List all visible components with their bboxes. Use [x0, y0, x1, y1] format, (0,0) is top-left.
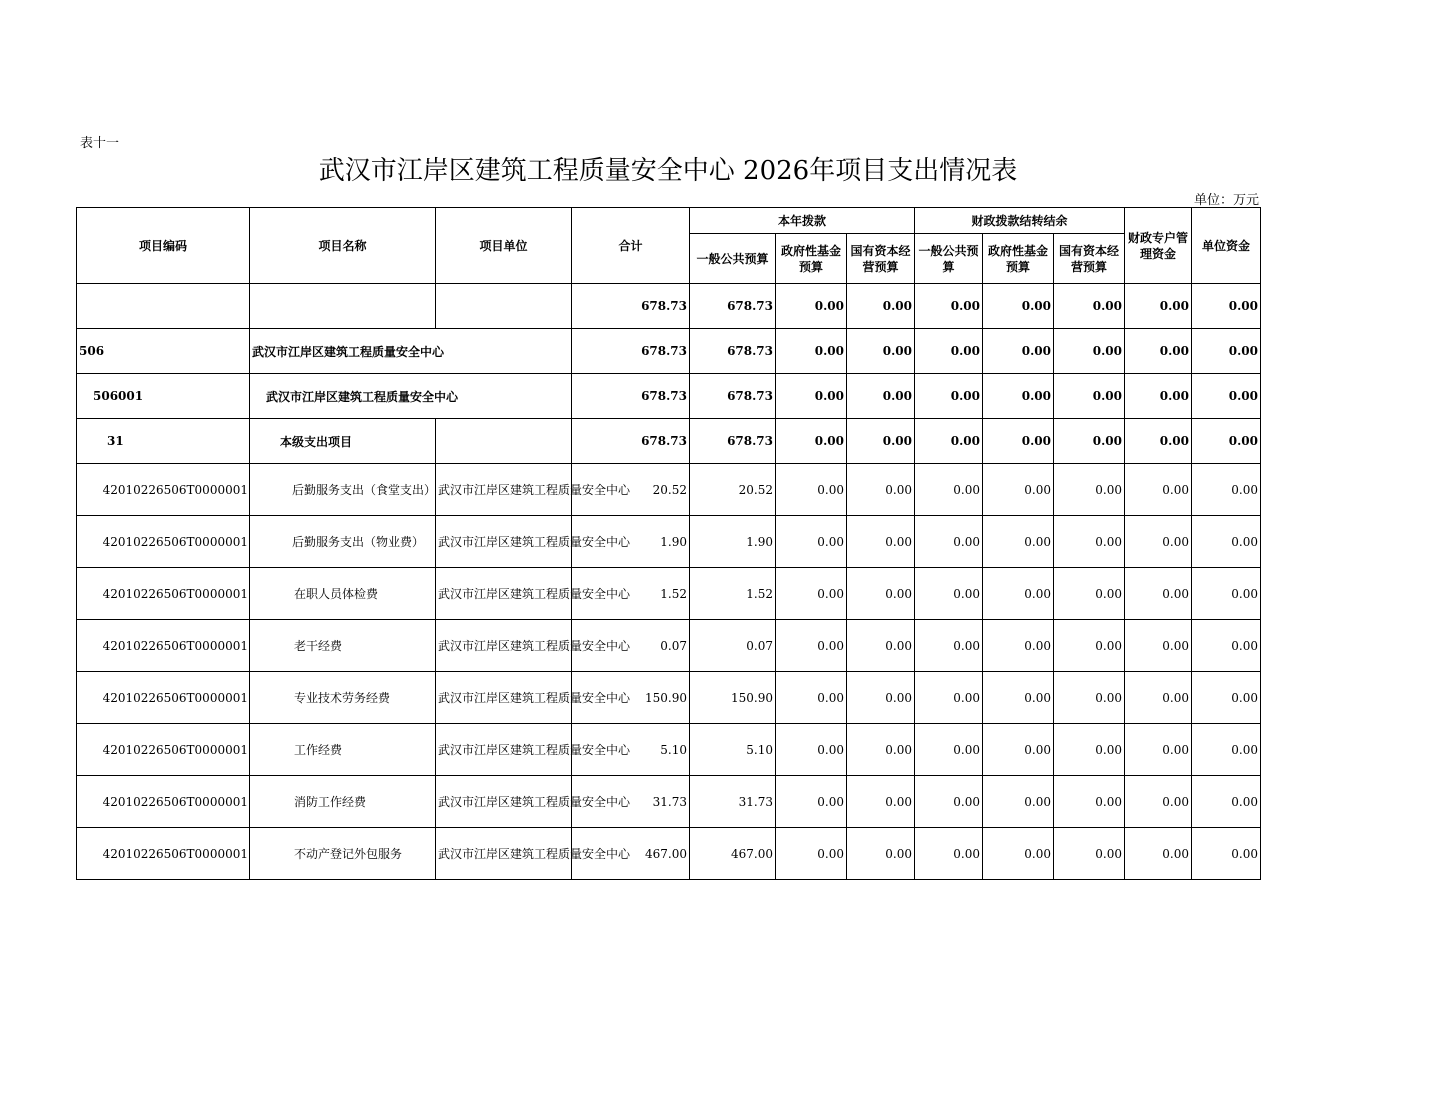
cell-carry-general: 0.00 — [915, 516, 983, 568]
cell-special-account: 0.00 — [1125, 672, 1192, 724]
cell-code: 42010226506T0000001 — [77, 620, 250, 672]
cell-special-account: 0.00 — [1125, 776, 1192, 828]
cell-carry-fund: 0.00 — [983, 620, 1054, 672]
cell-total: 1.90 — [572, 516, 690, 568]
cell-own-funds: 0.00 — [1192, 828, 1261, 880]
col-header-carry-general: 一般公共预算 — [915, 234, 983, 284]
cell-special-account: 0.00 — [1125, 464, 1192, 516]
col-header-unit: 项目单位 — [436, 208, 572, 284]
cell-current-state-capital: 0.00 — [847, 828, 915, 880]
cell-total: 31.73 — [572, 776, 690, 828]
cell-special-account: 0.00 — [1125, 284, 1192, 329]
cell-current-fund: 0.00 — [776, 568, 847, 620]
cell-code: 506 — [77, 329, 250, 374]
col-header-current-general: 一般公共预算 — [690, 234, 776, 284]
cell-code: 42010226506T0000001 — [77, 516, 250, 568]
cell-current-fund: 0.00 — [776, 374, 847, 419]
cell-special-account: 0.00 — [1125, 419, 1192, 464]
cell-carry-state-capital: 0.00 — [1054, 672, 1125, 724]
cell-current-general: 5.10 — [690, 724, 776, 776]
cell-unit: 武汉市江岸区建筑工程质量安全中心 — [436, 724, 572, 776]
cell-current-state-capital: 0.00 — [847, 776, 915, 828]
col-header-code: 项目编码 — [77, 208, 250, 284]
cell-current-fund: 0.00 — [776, 516, 847, 568]
cell-current-state-capital: 0.00 — [847, 284, 915, 329]
cell-name — [250, 284, 436, 329]
cell-current-state-capital: 0.00 — [847, 672, 915, 724]
cell-name: 老干经费 — [250, 620, 436, 672]
cell-current-general: 0.07 — [690, 620, 776, 672]
cell-total: 20.52 — [572, 464, 690, 516]
cell-total: 678.73 — [572, 329, 690, 374]
cell-code: 42010226506T0000001 — [77, 568, 250, 620]
cell-carry-fund: 0.00 — [983, 374, 1054, 419]
cell-current-general: 678.73 — [690, 329, 776, 374]
cell-special-account: 0.00 — [1125, 568, 1192, 620]
cell-special-account: 0.00 — [1125, 374, 1192, 419]
cell-current-general: 1.52 — [690, 568, 776, 620]
table-row — [77, 672, 1261, 724]
cell-own-funds: 0.00 — [1192, 374, 1261, 419]
cell-current-fund: 0.00 — [776, 724, 847, 776]
table-row — [77, 568, 1261, 620]
cell-code: 42010226506T0000001 — [77, 464, 250, 516]
cell-unit: 武汉市江岸区建筑工程质量安全中心 — [436, 568, 572, 620]
cell-unit: 武汉市江岸区建筑工程质量安全中心 — [436, 620, 572, 672]
cell-special-account: 0.00 — [1125, 724, 1192, 776]
cell-total: 678.73 — [572, 284, 690, 329]
cell-carry-state-capital: 0.00 — [1054, 464, 1125, 516]
cell-special-account: 0.00 — [1125, 620, 1192, 672]
col-header-own-funds: 单位资金 — [1192, 208, 1261, 284]
cell-total: 678.73 — [572, 419, 690, 464]
cell-unit: 武汉市江岸区建筑工程质量安全中心 — [436, 516, 572, 568]
cell-own-funds: 0.00 — [1192, 284, 1261, 329]
cell-current-general: 678.73 — [690, 419, 776, 464]
cell-current-fund: 0.00 — [776, 828, 847, 880]
cell-code: 42010226506T0000001 — [77, 724, 250, 776]
cell-carry-fund: 0.00 — [983, 419, 1054, 464]
cell-current-state-capital: 0.00 — [847, 568, 915, 620]
cell-name: 武汉市江岸区建筑工程质量安全中心 — [250, 329, 572, 374]
cell-unit: 武汉市江岸区建筑工程质量安全中心 — [436, 828, 572, 880]
cell-current-general: 678.73 — [690, 374, 776, 419]
cell-code: 42010226506T0000001 — [77, 672, 250, 724]
cell-carry-state-capital: 0.00 — [1054, 828, 1125, 880]
cell-code: 31 — [77, 419, 250, 464]
cell-code — [77, 284, 250, 329]
cell-own-funds: 0.00 — [1192, 329, 1261, 374]
cell-own-funds: 0.00 — [1192, 464, 1261, 516]
col-header-special-account: 财政专户管理资金 — [1125, 208, 1192, 284]
cell-own-funds: 0.00 — [1192, 776, 1261, 828]
cell-carry-state-capital: 0.00 — [1054, 419, 1125, 464]
cell-carry-state-capital: 0.00 — [1054, 516, 1125, 568]
cell-current-fund: 0.00 — [776, 284, 847, 329]
cell-carry-state-capital: 0.00 — [1054, 620, 1125, 672]
cell-carry-state-capital: 0.00 — [1054, 568, 1125, 620]
cell-total: 150.90 — [572, 672, 690, 724]
col-header-total: 合计 — [572, 208, 690, 284]
cell-carry-general: 0.00 — [915, 620, 983, 672]
cell-current-state-capital: 0.00 — [847, 724, 915, 776]
cell-own-funds: 0.00 — [1192, 620, 1261, 672]
table-header — [77, 208, 1261, 284]
cell-current-state-capital: 0.00 — [847, 464, 915, 516]
cell-unit: 武汉市江岸区建筑工程质量安全中心 — [436, 776, 572, 828]
col-group-carryover: 财政拨款结转结余 — [915, 208, 1125, 234]
col-header-name: 项目名称 — [250, 208, 436, 284]
cell-code: 42010226506T0000001 — [77, 776, 250, 828]
cell-unit — [436, 284, 572, 329]
cell-name: 不动产登记外包服务 — [250, 828, 436, 880]
table-row — [77, 516, 1261, 568]
table-row-grand-total — [77, 284, 1261, 329]
col-group-current-year: 本年拨款 — [690, 208, 915, 234]
table-row — [77, 776, 1261, 828]
cell-name: 在职人员体检费 — [250, 568, 436, 620]
project-item-rows — [77, 464, 1261, 880]
cell-carry-general: 0.00 — [915, 724, 983, 776]
cell-total: 0.07 — [572, 620, 690, 672]
cell-carry-general: 0.00 — [915, 828, 983, 880]
project-expenditure-table — [76, 207, 1261, 880]
cell-carry-state-capital: 0.00 — [1054, 724, 1125, 776]
cell-carry-state-capital: 0.00 — [1054, 284, 1125, 329]
cell-carry-general: 0.00 — [915, 419, 983, 464]
col-header-carry-fund: 政府性基金预算 — [983, 234, 1054, 284]
cell-current-general: 678.73 — [690, 284, 776, 329]
table-row — [77, 464, 1261, 516]
cell-current-fund: 0.00 — [776, 620, 847, 672]
table-row — [77, 620, 1261, 672]
cell-carry-general: 0.00 — [915, 284, 983, 329]
cell-carry-general: 0.00 — [915, 776, 983, 828]
cell-name: 后勤服务支出（食堂支出） — [250, 464, 436, 516]
table-number-label: 表十一 — [80, 136, 120, 151]
table-row — [77, 724, 1261, 776]
cell-own-funds: 0.00 — [1192, 516, 1261, 568]
cell-current-state-capital: 0.00 — [847, 329, 915, 374]
cell-current-general: 1.90 — [690, 516, 776, 568]
cell-carry-general: 0.00 — [915, 568, 983, 620]
cell-special-account: 0.00 — [1125, 516, 1192, 568]
table-row-category — [77, 419, 1261, 464]
cell-code: 506001 — [77, 374, 250, 419]
cell-name: 后勤服务支出（物业费） — [250, 516, 436, 568]
cell-carry-state-capital: 0.00 — [1054, 374, 1125, 419]
cell-carry-fund: 0.00 — [983, 568, 1054, 620]
cell-name: 本级支出项目 — [250, 419, 436, 464]
cell-current-fund: 0.00 — [776, 464, 847, 516]
cell-carry-general: 0.00 — [915, 672, 983, 724]
cell-current-fund: 0.00 — [776, 672, 847, 724]
cell-name: 工作经费 — [250, 724, 436, 776]
cell-carry-fund: 0.00 — [983, 464, 1054, 516]
cell-unit — [436, 419, 572, 464]
cell-special-account: 0.00 — [1125, 828, 1192, 880]
col-header-carry-state-capital: 国有资本经营预算 — [1054, 234, 1125, 284]
cell-current-fund: 0.00 — [776, 776, 847, 828]
cell-unit: 武汉市江岸区建筑工程质量安全中心 — [436, 464, 572, 516]
cell-current-general: 20.52 — [690, 464, 776, 516]
cell-total: 467.00 — [572, 828, 690, 880]
cell-current-state-capital: 0.00 — [847, 620, 915, 672]
table-row — [77, 828, 1261, 880]
cell-current-general: 31.73 — [690, 776, 776, 828]
table-body — [77, 284, 1261, 464]
cell-carry-fund: 0.00 — [983, 329, 1054, 374]
cell-current-state-capital: 0.00 — [847, 374, 915, 419]
cell-current-fund: 0.00 — [776, 419, 847, 464]
cell-carry-fund: 0.00 — [983, 284, 1054, 329]
cell-carry-state-capital: 0.00 — [1054, 329, 1125, 374]
cell-total: 678.73 — [572, 374, 690, 419]
cell-carry-fund: 0.00 — [983, 776, 1054, 828]
cell-name: 武汉市江岸区建筑工程质量安全中心 — [250, 374, 572, 419]
cell-carry-general: 0.00 — [915, 464, 983, 516]
col-header-current-fund: 政府性基金预算 — [776, 234, 847, 284]
cell-current-general: 150.90 — [690, 672, 776, 724]
table-row-unit — [77, 374, 1261, 419]
cell-current-state-capital: 0.00 — [847, 516, 915, 568]
cell-carry-general: 0.00 — [915, 374, 983, 419]
col-header-current-state-capital: 国有资本经营预算 — [847, 234, 915, 284]
cell-name: 专业技术劳务经费 — [250, 672, 436, 724]
cell-carry-general: 0.00 — [915, 329, 983, 374]
table-row-department — [77, 329, 1261, 374]
cell-carry-fund: 0.00 — [983, 724, 1054, 776]
cell-total: 5.10 — [572, 724, 690, 776]
cell-code: 42010226506T0000001 — [77, 828, 250, 880]
cell-unit: 武汉市江岸区建筑工程质量安全中心 — [436, 672, 572, 724]
cell-current-fund: 0.00 — [776, 329, 847, 374]
page-title: 武汉市江岸区建筑工程质量安全中心 2026年项目支出情况表 — [318, 156, 1018, 186]
cell-special-account: 0.00 — [1125, 329, 1192, 374]
cell-own-funds: 0.00 — [1192, 672, 1261, 724]
cell-carry-fund: 0.00 — [983, 516, 1054, 568]
cell-carry-fund: 0.00 — [983, 828, 1054, 880]
cell-current-general: 467.00 — [690, 828, 776, 880]
cell-own-funds: 0.00 — [1192, 724, 1261, 776]
cell-own-funds: 0.00 — [1192, 568, 1261, 620]
cell-carry-state-capital: 0.00 — [1054, 776, 1125, 828]
cell-current-state-capital: 0.00 — [847, 419, 915, 464]
cell-carry-fund: 0.00 — [983, 672, 1054, 724]
cell-own-funds: 0.00 — [1192, 419, 1261, 464]
cell-name: 消防工作经费 — [250, 776, 436, 828]
cell-total: 1.52 — [572, 568, 690, 620]
unit-label: 单位：万元 — [1193, 193, 1259, 208]
